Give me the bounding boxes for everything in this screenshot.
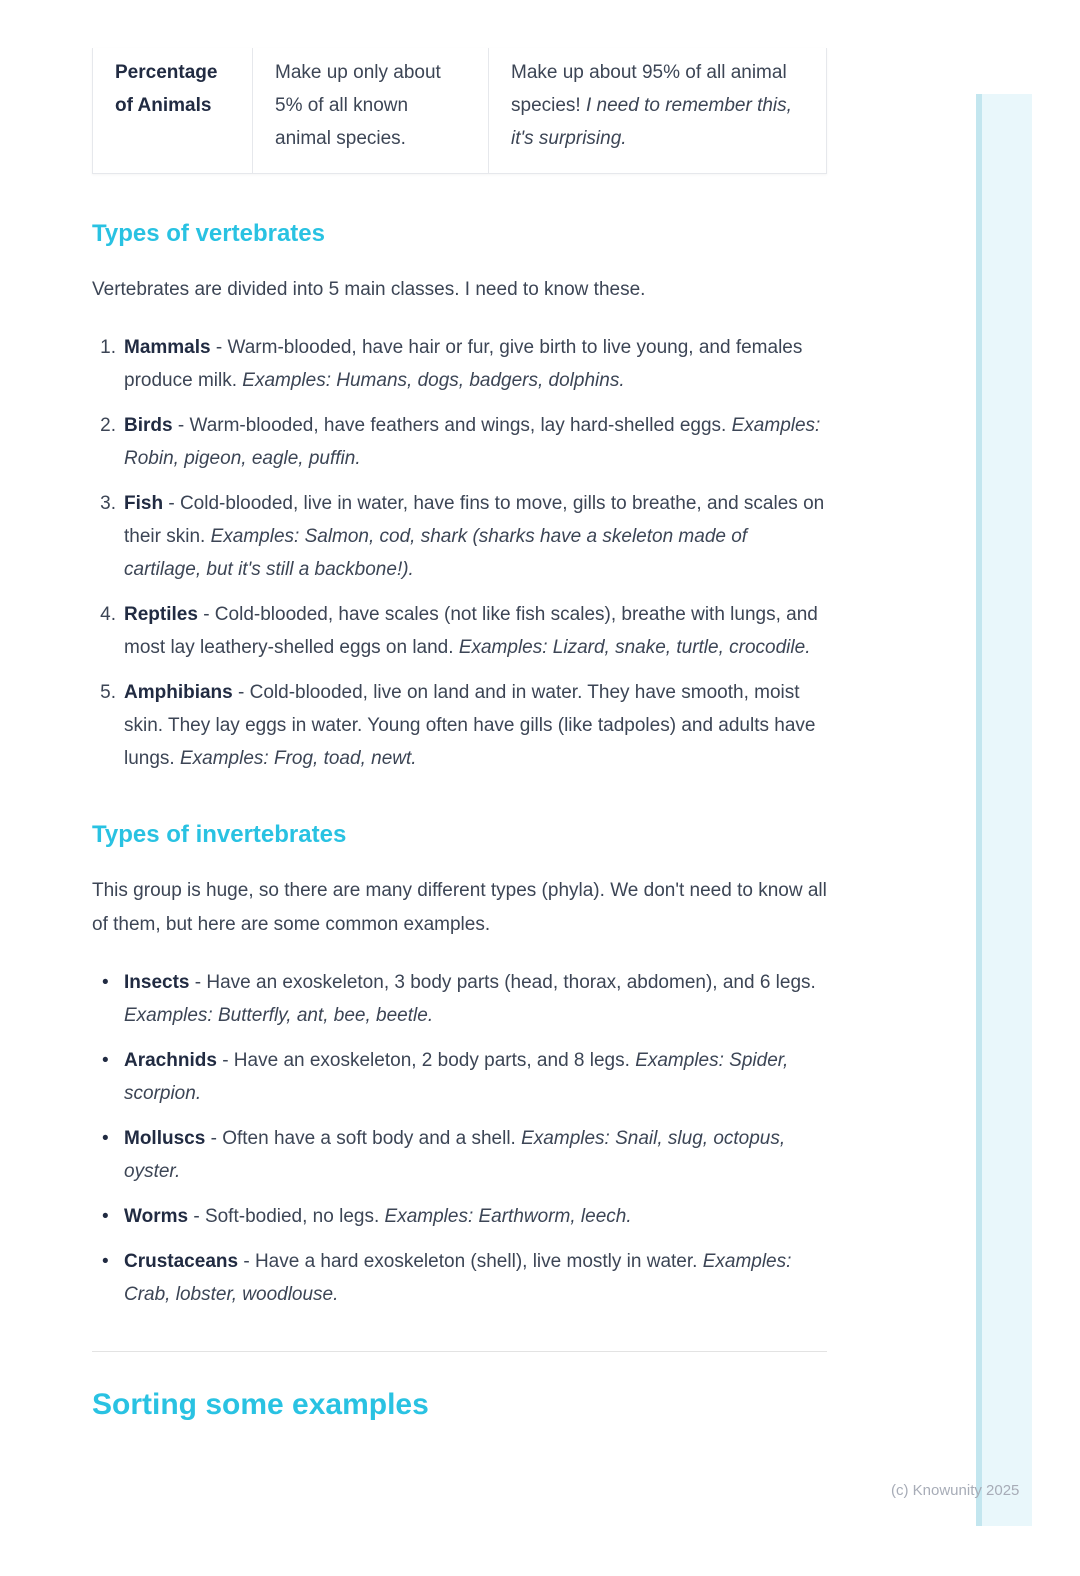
section-heading-sorting-examples: Sorting some examples	[92, 1388, 429, 1421]
class-examples: Examples: Salmon, cod, shark (sharks have a skeleton made of cartilage, but it's still a backbone!).	[124, 526, 748, 580]
comparison-table-row	[92, 48, 827, 174]
group-description: - Have a hard exoskeleton (shell), live mostly in water.	[238, 1251, 703, 1272]
section-heading-invertebrates: Types of invertebrates	[92, 821, 347, 848]
group-description: - Soft-bodied, no legs.	[188, 1206, 385, 1227]
group-term: Worms	[124, 1206, 189, 1227]
class-examples: Examples: Humans, dogs, badgers, dolphins.	[242, 370, 625, 391]
invertebrate-groups-list	[92, 966, 827, 1311]
list-item-fish	[92, 487, 827, 586]
group-examples: Examples: Spider, scorpion.	[124, 1050, 789, 1104]
list-item-mammals	[92, 331, 827, 397]
document-page	[92, 48, 827, 1424]
copyright-watermark: (c) Knowunity 2025	[891, 1482, 1020, 1499]
group-description: - Often have a soft body and a shell.	[205, 1128, 522, 1149]
class-description: - Cold-blooded, have scales (not like fish scales), breathe with lungs, and most lay leathery-shelled eggs on land.	[124, 604, 818, 658]
class-term: Reptiles	[124, 604, 198, 625]
group-examples: Examples: Snail, slug, octopus, oyster.	[124, 1128, 786, 1182]
list-item-molluscs	[92, 1122, 827, 1188]
group-description: - Have an exoskeleton, 3 body parts (head, thorax, abdomen), and 6 legs.	[189, 972, 816, 993]
list-item-crustaceans	[92, 1245, 827, 1311]
group-term: Insects	[124, 972, 190, 993]
table-cell-invertebrates	[488, 48, 825, 173]
class-term: Fish	[124, 493, 164, 514]
class-description: - Cold-blooded, live in water, have fins to move, gills to breathe, and scales on their skin.	[124, 493, 825, 547]
class-description: - Warm-blooded, have hair or fur, give birth to live young, and females produce milk.	[124, 337, 803, 391]
class-examples: Examples: Robin, pigeon, eagle, puffin.	[124, 415, 821, 469]
list-item-amphibians	[92, 676, 827, 775]
group-examples: Examples: Butterfly, ant, bee, beetle.	[124, 1005, 434, 1026]
right-edge-highlight-strip	[976, 94, 1032, 1526]
class-examples: Examples: Lizard, snake, turtle, crocodile.	[458, 637, 811, 658]
invertebrates-intro-text: This group is huge, so there are many different types (phyla). We don't need to know all of them, but here are some common examples.	[92, 880, 827, 935]
table-cell-invertebrates-note: I need to remember this, it's surprising.	[511, 95, 792, 149]
group-term: Arachnids	[124, 1050, 217, 1071]
vertebrate-classes-list	[92, 331, 827, 775]
class-term: Mammals	[124, 337, 211, 358]
list-item-arachnids	[92, 1044, 827, 1110]
list-item-worms	[92, 1200, 827, 1233]
table-cell-invertebrates-text: Make up about 95% of all animal species!	[511, 62, 787, 116]
class-term: Birds	[124, 415, 173, 436]
group-term: Crustaceans	[124, 1251, 239, 1272]
table-row-header: Percentage of Animals	[115, 62, 218, 116]
table-cell-vertebrates: Make up only about 5% of all known animal species.	[252, 48, 488, 173]
class-examples: Examples: Frog, toad, newt.	[179, 748, 417, 769]
group-term: Molluscs	[124, 1128, 206, 1149]
class-description: - Cold-blooded, live on land and in water. They have smooth, moist skin. They lay eggs in water. Young often have gills (like tadpoles) and adults have lungs.	[124, 682, 816, 769]
list-item-birds	[92, 409, 827, 475]
section-divider	[92, 1351, 827, 1352]
section-heading-vertebrates: Types of vertebrates	[92, 220, 325, 247]
group-description: - Have an exoskeleton, 2 body parts, and 8 legs.	[216, 1050, 636, 1071]
group-examples: Examples: Crab, lobster, woodlouse.	[124, 1251, 792, 1305]
class-term: Amphibians	[124, 682, 233, 703]
list-item-reptiles	[92, 598, 827, 664]
vertebrates-intro-text: Vertebrates are divided into 5 main classes. I need to know these.	[92, 279, 646, 300]
group-examples: Examples: Earthworm, leech.	[384, 1206, 632, 1227]
list-item-insects	[92, 966, 827, 1032]
class-description: - Warm-blooded, have feathers and wings, lay hard-shelled eggs.	[172, 415, 732, 436]
